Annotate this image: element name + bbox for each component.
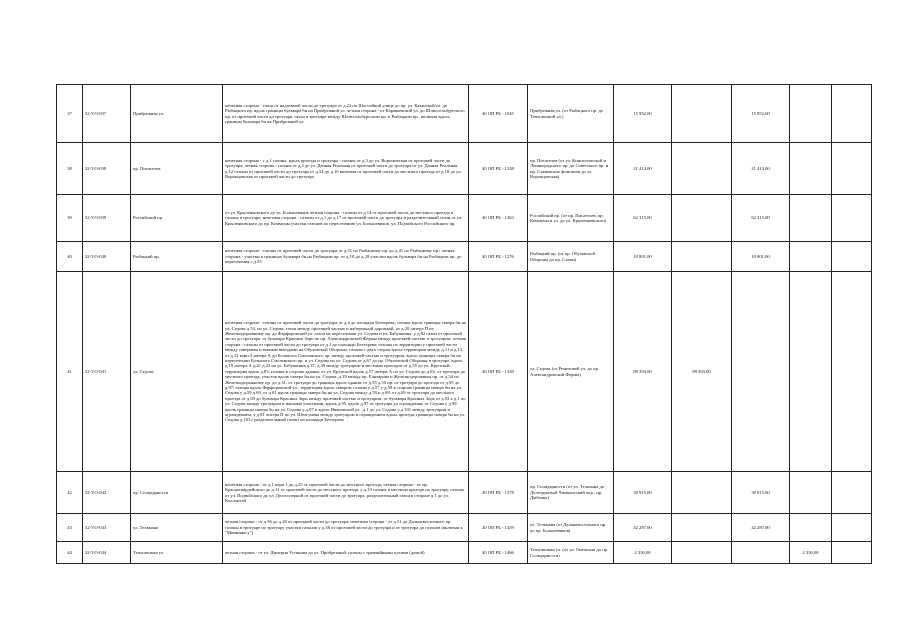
road-section: Тепловозная ул. (от ул. Онежская до пр. Солидарности) [528, 542, 614, 564]
table-row [57, 542, 872, 564]
row-number: 38 [57, 143, 83, 195]
amount-col4 [790, 195, 832, 242]
amount-col2 [672, 195, 732, 242]
empty-cell [832, 542, 872, 564]
amount-col3 [732, 272, 790, 472]
table-row [57, 242, 872, 272]
street-name: Прибрежная ул. [131, 85, 223, 143]
amount-col4 [790, 85, 832, 143]
amount-col3: 30 915,00 [732, 472, 790, 514]
row-code: 32-VO-040 [83, 242, 131, 272]
row-code: 32-VO-038 [83, 143, 131, 195]
amount-col2 [672, 542, 732, 564]
row-number: 44 [57, 542, 83, 564]
amount-col4 [790, 143, 832, 195]
amount-col4 [790, 242, 832, 272]
amount-col3: 10 801,00 [732, 242, 790, 272]
street-name: ул. Седова [131, 272, 223, 472]
road-section: ул. Тельмана (от Дальневосточного пр. до пр. Большевиков) [528, 514, 614, 542]
amount-total: 15 952,00 [614, 85, 672, 143]
empty-cell [832, 514, 872, 542]
row-code: 32-VO-037 [83, 85, 131, 143]
road-category: 40 ОП РБ - 1378 [469, 472, 528, 514]
amount-col2: 89 393,00 [672, 272, 732, 472]
row-description: четная сторона - от ул. Дмитрия Устинова до ул. Прибрежной, газоны с трамвайными путями (домой) [223, 542, 469, 564]
street-name: Тепловозная ул. [131, 542, 223, 564]
table-row [57, 472, 872, 514]
row-code: 32-VO-043 [83, 514, 131, 542]
road-category: 40 ОП РБ - 1339 [469, 272, 528, 472]
road-category: 40 ОП РБ - 1459 [469, 514, 528, 542]
table-row [57, 195, 872, 242]
amount-total: 10 801,00 [614, 242, 672, 272]
empty-cell [832, 195, 872, 242]
row-description: нечетная сторона - газоны от проезжей части до тротуара от д.4 до площади Бехтерева, газоны вдоль границы сквера бн на ул. Седова д.54, по ул. Седова, газон между проезжей частью и набережной дорожкой, от д.20 литера П по Железнодорожному пр. до Фарфоровской ул. газон на пересечении ул. Седова и ул. Бабушкина, у д.82 газон от проезжей части до тротуара, от бульвара Красных Зорь по пр. Александровской Фермы между проезжей частью и тротуаром; четная сторона - газоны от проезжей части до тротуара от д.1 до площади Бехтерева; газоны по территории у проезжей части между северным и южным выездами на Обуховской Обороны, газоны с двух сторон вдоль территории между д.11 и д.13, от д.13 корп.3 литера А до Большого Смоленского пр. между проезжей частью и тротуаром, вдоль границы сквера бн на пересечении Большого Смоленского пр. и ул. Седова по ул. Седова от д.67 до пр. Обуховской Обороны в тротуаре, вдоль д.19 литера А д.21 д.23 на ул. Бабушкина д.37, д.39 между тротуаром и местным проездом от д.55 до ул. Крупской; территория вдоль д.83, газоны в стороне здания; от ул. Крупской вдоль д.57 литера А по ул. Седова до д.63, от тротуара до местного проезда; участок вдоль сквера бн на ул. Седова, д.19 между пр. Елизарова и Железнодорожным пр. от д.54 по Железнодорожному пр. до д.31, от тротуара до границы вдоль здания; от д.55 д.55 пр. от тротуара до проезда от д.95 до д.97; газоны вдоль Фарфоровской ул., территория вдоль скверов; газоны у д.57 у д.59 в стороне границы сквера бн на ул. Седова у д.59 д.69, от д.61 вдоль границы сквера бн на ул. Седова между д.59 и д.69, от д.69 от тротуара до местного проезда от д.69 до бульвара Красных Зорь между проезжей частью и тротуаром; от бульвара Красных Зорь от д.93 к д.1 по ул. Седова между тротуаром и жилыми участками, вдоль д.95, вдоль д.97 от тротуара до ограждения; от Седова у д.99 вдоль границы сквера бн на ул. Седова у д.97 и вдоль Ивановской ул., д.1 до ул. Седова у д.101 между тротуаром и ограждением, у д.81 литера П по ул. Шелгунова между тротуаром и ограждением вдоль проезда; границы сквера бн на ул. Седова д.103 ( разделительный газон) на площади Бехтерева [223, 272, 469, 472]
road-section: Рыбацкий пр. (от пр. Обуховской Обороны до пр. Славы) [528, 242, 614, 272]
row-number: 41 [57, 272, 83, 472]
road-section: ул. Седова (от Ремизовой ул. до пр. Александровской Фермы) [528, 272, 614, 472]
row-code: 32-VO-044 [83, 542, 131, 564]
amount-col4: 2 330,00 [790, 542, 832, 564]
row-number: 43 [57, 514, 83, 542]
road-section: пр. Солидарности (от ул. Тельмана до Долгоруковой Чимкентский пер., пр. Дыбенко) [528, 472, 614, 514]
amount-col2 [672, 514, 732, 542]
row-description: четная сторона - от д.56 до д.28 от проезжей части до тротуара; нечетная сторона - от д.51 до Дальневосточного пр. газоны в тротуаре по тротуару участки газонов у д.38 от проезжей части до тротуара и от тротуара до газонов (включая к "Минимаксу") [223, 514, 469, 542]
amount-total: 89 393,00 [614, 272, 672, 472]
street-name: пр. Писателев [131, 143, 223, 195]
road-category: 40 ОП РБ - 1263 [469, 195, 528, 242]
empty-cell [832, 85, 872, 143]
amount-total: 62 315,00 [614, 195, 672, 242]
registry-table [56, 84, 872, 564]
road-section: пр. Писателев (от ул. Кингисеппской и Ленинградского пр. до Советского пр. и пр. Славянских фонтанов до ул. Воронцовская) [528, 143, 614, 195]
table-row [57, 85, 872, 143]
amount-col4 [790, 472, 832, 514]
road-category: 40 ОП РБ - 1045 [469, 85, 528, 143]
empty-cell [832, 242, 872, 272]
row-description: нечетная сторона - газоны от проезжей части до тротуара от д.51 по Рыбацкому пр. до д.41 по Рыбацкому пр.; четная сторона - участки в границах бульвара бн на Рыбацком пр. от д.18 до д.28 участки вдоль бульвара бн на Рыбацком пр. до пересечения с д.55 [223, 242, 469, 272]
table-row [57, 514, 872, 542]
amount-col3: 21 414,00 [732, 143, 790, 195]
road-category: 40 ОП РБ - 1466 [469, 542, 528, 564]
amount-total: 21 414,00 [614, 143, 672, 195]
row-number: 42 [57, 472, 83, 514]
amount-col3: 62 315,00 [732, 195, 790, 242]
empty-cell [832, 472, 872, 514]
row-number: 37 [57, 85, 83, 143]
row-description: нечетная сторона - от д.1 корп.1 до д.25 от проезжей части до местного проезда; четная сторона - от пр. Красногвардейского до д.11 от проезжей части до местного проезда, у д.13 газоны в местном проезде по тротуару, газоны от ул. Подвойского до ул. Долгоозерной от проезжей части до тротуара, разделительный газон в стороне д.1 до ул. Коллонтай [223, 472, 469, 514]
row-code: 32-VO-041 [83, 272, 131, 472]
street-name: Рыбацкий пр. [131, 242, 223, 272]
amount-col2 [672, 242, 732, 272]
road-section: Российский пр. (от пр. Писателев, пр. Коммуны и ул. до ул. Крыленковского) [528, 195, 614, 242]
amount-col4 [790, 272, 832, 472]
amount-col2 [672, 85, 732, 143]
table-row [57, 272, 872, 472]
row-code: 32-VO-042 [83, 472, 131, 514]
road-section: Прибрежная ул. (от Рыбацкого пр. до Тепловозной ул.) [528, 85, 614, 143]
road-category: 40 ОП РБ - 1238 [469, 143, 528, 195]
row-description: нечетная сторона - газон от надземной части до тротуара от д.22 по Шоссейной улице до пр. ул. Казанской/ул. до Рыбацкого пр. вдоль границы бульвара бн на Прибрежной ул. четная сторона - от Караваевской ул. до Шлиссельбургского пр. от проезжей части до тротуара, газон в тротуаре между Шлиссельбургским пр. и Рыбацким пр., включая вдоль границы бульвара бн на Прибрежной ул. [223, 85, 469, 143]
street-name: ул. Тельмана [131, 514, 223, 542]
amount-col4 [790, 514, 832, 542]
street-name: пр. Солидарности [131, 472, 223, 514]
row-number: 39 [57, 195, 83, 242]
street-name: Российский пр. [131, 195, 223, 242]
amount-total: 30 915,00 [614, 472, 672, 514]
amount-col3: 15 952,00 [732, 85, 790, 143]
empty-cell [832, 143, 872, 195]
table-body [57, 85, 872, 564]
road-category: 40 ОП РБ - 1276 [469, 242, 528, 272]
amount-col2 [672, 143, 732, 195]
amount-total: 42 287,00 [614, 514, 672, 542]
row-code: 32-VO-039 [83, 195, 131, 242]
amount-total: 2 330,00 [614, 542, 672, 564]
amount-col3 [732, 542, 790, 564]
row-description: от ул. Крыленковского до ул. Большевиков четная сторона - газоны от д.14 от проезжей части до местного проезда и газоны в тротуаре; нечетная сторона - газоны от д.1 до д.17 от проезжей части до тротуара и разделительный газон от ул. Крыленковского до пр. Коммуны участки газонов по пересечению ул. Большевиков, ул. Подвойского Российского пр. [223, 195, 469, 242]
table-row [57, 143, 872, 195]
amount-col2 [672, 472, 732, 514]
amount-col3: 42 287,00 [732, 514, 790, 542]
row-description: нечетная сторона - с д.1 газоны, вдоль проезда и тротуара - газоны от д.3 до ул. Воронежская от проезжей части до тротуара; четная сторона - газоны от д.2 до ул. Дачная Реальная от проезжей части до тротуара от ул. Дачная Реальная д.12 газоны от проезжей части до тротуара от д.54 до д.1б включая от проезжей части до местного проезда от д.18 до ул. Воронцовская от проезжей части до тротуара [223, 143, 469, 195]
row-number: 40 [57, 242, 83, 272]
empty-cell [832, 272, 872, 472]
